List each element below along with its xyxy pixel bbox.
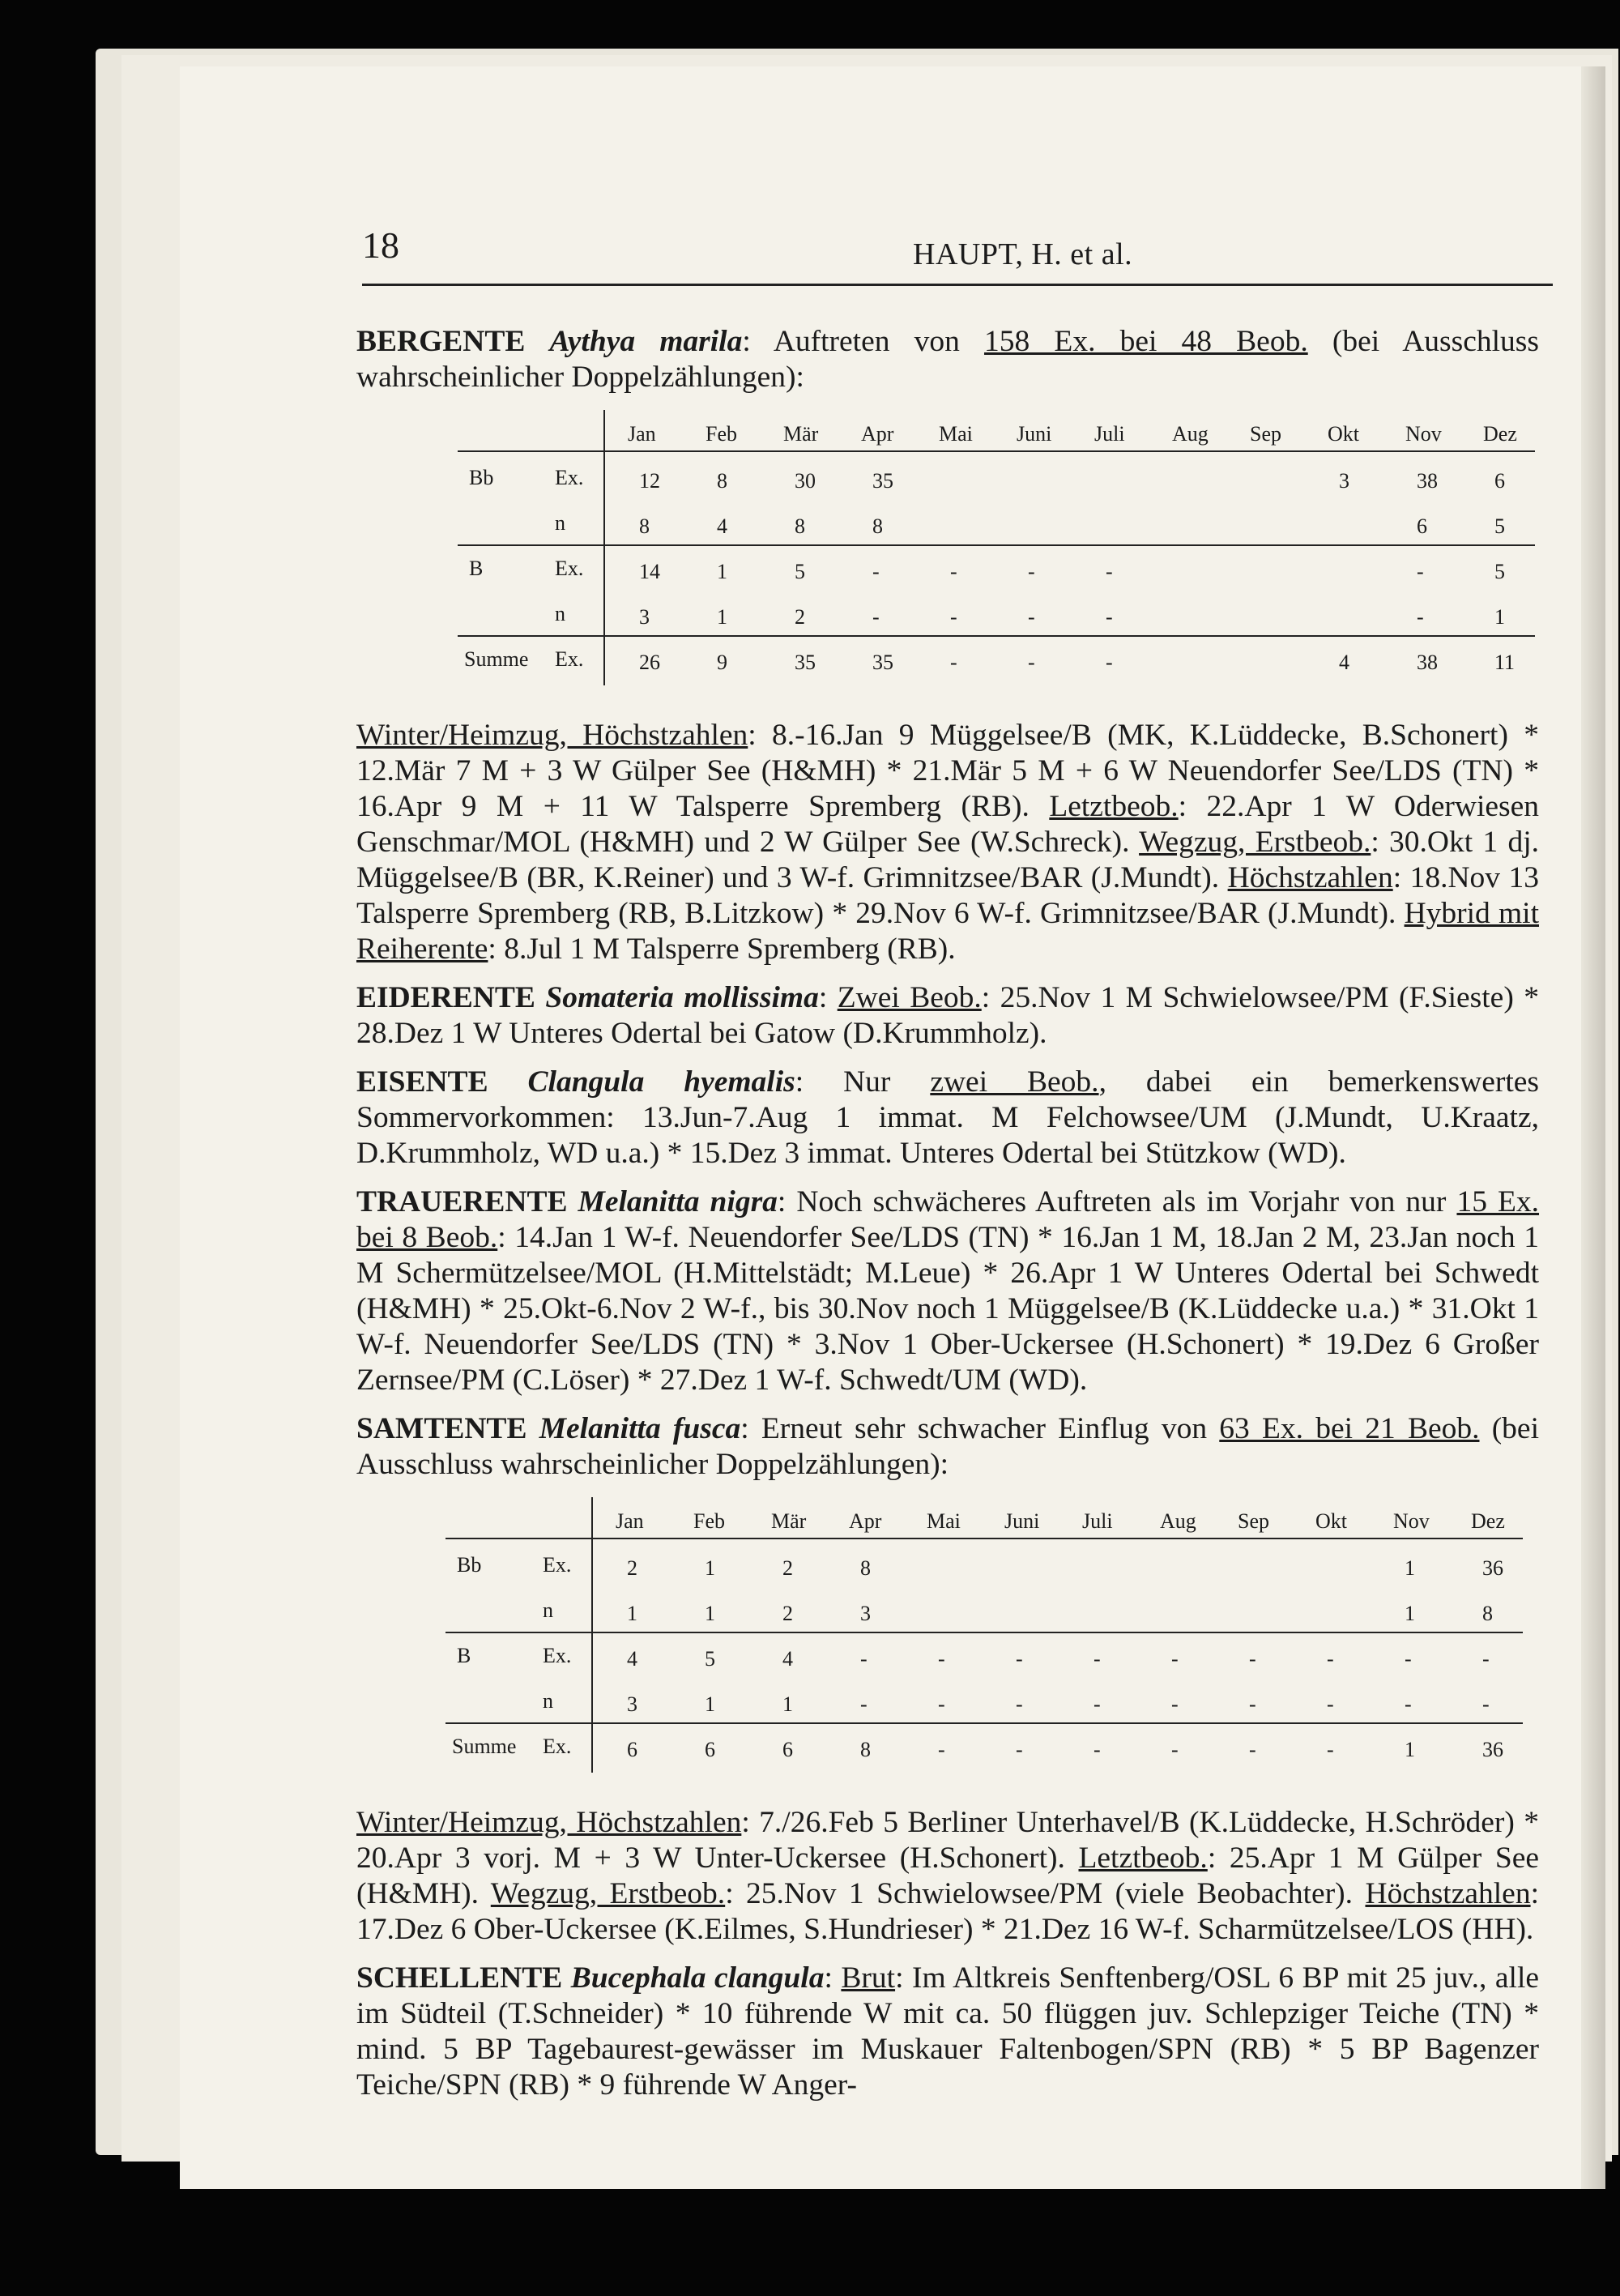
text: : Noch schwächeres Auftreten als im Vorjahr von nur bbox=[777, 1185, 1457, 1218]
bergente-table bbox=[458, 410, 1551, 702]
text: : 30.Okt 1 dj. Müggelsee/B (BR, K.Reiner) und 3 W-f. Grimnitzsee/BAR (J.Mundt). bbox=[356, 826, 1540, 894]
table-cell: 35 bbox=[872, 469, 893, 493]
text: : 18.Nov 13 Talsperre Spremberg (RB, B.Litzkow) * 29.Nov 6 W-f. Grimnitzsee/BAR (J.Mundt). bbox=[356, 861, 1540, 930]
table-mid-rule bbox=[446, 1632, 1523, 1633]
table-cell: 3 bbox=[639, 605, 650, 629]
section-schellente bbox=[356, 1961, 1539, 2103]
table-cell: 38 bbox=[1417, 651, 1438, 674]
species-name: SAMTENTE bbox=[356, 1412, 527, 1445]
table-cell: 9 bbox=[717, 651, 727, 674]
running-head: HAUPT, H. et al. bbox=[913, 237, 1133, 271]
month-header: Mär bbox=[771, 1509, 807, 1533]
underlined-text: Wegzug, Erstbeob. bbox=[490, 1877, 726, 1910]
table-cell: 1 bbox=[627, 1602, 637, 1625]
table-cell: 1 bbox=[705, 1556, 715, 1580]
table-cell: - bbox=[1028, 605, 1035, 629]
species-name: EISENTE bbox=[356, 1065, 488, 1099]
species-scientific: Melanitta fusca bbox=[539, 1412, 741, 1445]
page-edge-shadow bbox=[1581, 66, 1605, 2189]
table-cell: 8 bbox=[717, 469, 727, 493]
table-cell: 1 bbox=[717, 605, 727, 629]
month-header: Sep bbox=[1250, 422, 1281, 446]
month-header: Sep bbox=[1238, 1509, 1269, 1533]
table-cell: - bbox=[938, 1738, 945, 1761]
table-cell: 6 bbox=[1494, 469, 1505, 493]
month-header: Aug bbox=[1172, 422, 1209, 446]
table-cell: - bbox=[1028, 560, 1035, 583]
text: : 25.Nov 1 Schwielowsee/PM (viele Beobachter). bbox=[725, 1877, 1366, 1910]
text: : 7./26.Feb 5 Berliner Unterhavel/B (K.Lüddecke, H.Schröder) * 20.Apr 3 vorj. M + 3 W Unter-Uckersee (H.Schonert). bbox=[356, 1806, 1539, 1875]
table-cell: 5 bbox=[1494, 514, 1505, 538]
species-name: EIDERENTE bbox=[356, 981, 535, 1014]
table-cell: - bbox=[1417, 560, 1424, 583]
table-header-rule bbox=[446, 1538, 1523, 1539]
samtente-paragraph bbox=[356, 1805, 1539, 1948]
table-cell: 2 bbox=[795, 605, 805, 629]
row-group-label: Summe bbox=[452, 1735, 517, 1758]
table-cell: 1 bbox=[1405, 1738, 1415, 1761]
text: (bei Ausschluss wahrscheinlicher Doppelzählungen): bbox=[356, 325, 1539, 394]
underlined-text: Höchstzahlen bbox=[1365, 1877, 1531, 1910]
underlined-text: 63 Ex. bei 21 Beob. bbox=[1219, 1412, 1480, 1445]
month-header: Feb bbox=[693, 1509, 725, 1533]
table-cell: - bbox=[1028, 651, 1035, 674]
table-cell: 5 bbox=[1494, 560, 1505, 583]
row-group-label: Bb bbox=[469, 466, 494, 489]
page-number: 18 bbox=[362, 224, 399, 266]
table-cell: - bbox=[1016, 1647, 1023, 1671]
section-samtente bbox=[356, 1411, 1539, 1483]
table-cell: - bbox=[1327, 1692, 1334, 1716]
underlined-text: Letztbeob. bbox=[1049, 790, 1179, 823]
table-cell: - bbox=[1405, 1647, 1412, 1671]
month-header: Okt bbox=[1315, 1509, 1347, 1533]
text: (bei Ausschluss wahrscheinlicher Doppelzählungen): bbox=[356, 1412, 1539, 1481]
table-cell: - bbox=[938, 1647, 945, 1671]
table-cell: 4 bbox=[1339, 651, 1349, 674]
table-cell: - bbox=[1327, 1647, 1334, 1671]
row-type-label: Ex. bbox=[555, 647, 584, 671]
section-bergente bbox=[356, 324, 1539, 395]
table-cell: - bbox=[1417, 605, 1424, 629]
text: : 25.Apr 1 M Gülper See (H&MH). bbox=[356, 1841, 1539, 1910]
table-cell: 14 bbox=[639, 560, 660, 583]
text: , dabei ein bemerkenswertes Sommervorkommen: 13.Jun-7.Aug 1 immat. M Felchowsee/UM (J.Mundt, U.Kraatz, D.Krummholz, WD u.a.) * 15.Dez 3 immat. Unteres Odertal bei Stützkow (WD). bbox=[356, 1065, 1540, 1170]
month-header: Nov bbox=[1393, 1509, 1430, 1533]
month-header: Jan bbox=[616, 1509, 644, 1533]
section-eisente bbox=[356, 1065, 1539, 1171]
month-header: Juli bbox=[1094, 422, 1125, 446]
table-cell: 1 bbox=[717, 560, 727, 583]
table-cell: 3 bbox=[860, 1602, 871, 1625]
row-type-label: n bbox=[543, 1689, 553, 1713]
table-cell: 38 bbox=[1417, 469, 1438, 493]
samtente-table bbox=[446, 1497, 1539, 1789]
table-cell: - bbox=[1094, 1738, 1101, 1761]
text: : Erneut sehr schwacher Einflug von bbox=[740, 1412, 1220, 1445]
table-cell: 30 bbox=[795, 469, 816, 493]
month-header: Nov bbox=[1405, 422, 1442, 446]
table-cell: - bbox=[1327, 1738, 1334, 1761]
table-cell: 8 bbox=[1482, 1602, 1493, 1625]
table-cell: 36 bbox=[1482, 1738, 1503, 1761]
row-type-label: Ex. bbox=[555, 557, 584, 580]
page-header bbox=[362, 219, 1553, 286]
text: : bbox=[824, 1961, 842, 1995]
underlined-text: Höchstzahlen bbox=[1227, 861, 1393, 894]
table-cell: 8 bbox=[795, 514, 805, 538]
table-cell: - bbox=[860, 1692, 868, 1716]
table-cell: 6 bbox=[782, 1738, 793, 1761]
table-sum-rule bbox=[458, 635, 1535, 637]
table-cell: 6 bbox=[1417, 514, 1427, 538]
table-cell: - bbox=[1094, 1647, 1101, 1671]
species-scientific: Clangula hyemalis bbox=[527, 1065, 795, 1099]
row-group-label: B bbox=[457, 1644, 471, 1667]
underlined-text: Zwei Beob. bbox=[837, 981, 982, 1014]
table-cell: - bbox=[950, 560, 957, 583]
species-name: SCHELLENTE bbox=[356, 1961, 563, 1995]
underlined-text: 15 Ex. bei 8 Beob. bbox=[356, 1185, 1540, 1254]
month-header: Apr bbox=[849, 1509, 882, 1533]
text: : 8.Jul 1 M Talsperre Spremberg (RB). bbox=[488, 932, 956, 966]
table-cell: - bbox=[1482, 1692, 1490, 1716]
table-cell: - bbox=[860, 1647, 868, 1671]
month-header: Mär bbox=[783, 422, 819, 446]
text: : 22.Apr 1 W Oderwiesen Genschmar/MOL (H&MH) und 2 W Gülper See (W.Schreck). bbox=[356, 790, 1539, 859]
row-group-label: Bb bbox=[457, 1553, 482, 1577]
table-cell: 6 bbox=[627, 1738, 637, 1761]
underlined-text: Letztbeob. bbox=[1078, 1841, 1208, 1875]
table-cell: 8 bbox=[872, 514, 883, 538]
month-header: Mai bbox=[927, 1509, 961, 1533]
month-header: Juni bbox=[1017, 422, 1052, 446]
table-cell: - bbox=[950, 651, 957, 674]
row-type-label: Ex. bbox=[555, 466, 584, 489]
month-header: Dez bbox=[1483, 422, 1517, 446]
section-eiderente bbox=[356, 980, 1539, 1052]
table-cell: - bbox=[1249, 1738, 1256, 1761]
table-cell: 26 bbox=[639, 651, 660, 674]
page-body bbox=[356, 324, 1539, 2116]
row-type-label: n bbox=[555, 602, 565, 625]
table-cell: 4 bbox=[627, 1647, 637, 1671]
species-scientific: Melanitta nigra bbox=[578, 1185, 778, 1218]
month-header: Juli bbox=[1082, 1509, 1113, 1533]
underlined-text: Brut bbox=[841, 1961, 896, 1995]
text: : bbox=[818, 981, 838, 1014]
table-cell: 5 bbox=[795, 560, 805, 583]
table-cell: - bbox=[1171, 1738, 1179, 1761]
underlined-text: Winter/Heimzug, Höchstzahlen bbox=[356, 1806, 742, 1839]
table-cell: 1 bbox=[1494, 605, 1505, 629]
species-name: TRAUERENTE bbox=[356, 1185, 568, 1218]
underlined-text: 158 Ex. bei 48 Beob. bbox=[984, 325, 1308, 358]
table-cell: 1 bbox=[1405, 1556, 1415, 1580]
table-cell: - bbox=[1249, 1692, 1256, 1716]
table-cell: 36 bbox=[1482, 1556, 1503, 1580]
table-cell: 35 bbox=[872, 651, 893, 674]
row-type-label: Ex. bbox=[543, 1644, 572, 1667]
text: : 8.-16.Jan 9 Müggelsee/B (MK, K.Lüddecke, B.Schonert) * 12.Mär 7 M + 3 W Gülper See (H&MH) * 21.Mär 5 M + 6 W Neuendorfer See/LDS (TN) * 16.Apr 9 M + 11 W Talsperre Spremberg (RB). bbox=[356, 719, 1540, 823]
bergente-paragraph bbox=[356, 718, 1539, 967]
underlined-text: zwei Beob. bbox=[930, 1065, 1099, 1099]
species-scientific: Somateria mollissima bbox=[545, 981, 819, 1014]
table-cell: 4 bbox=[717, 514, 727, 538]
table-cell: 12 bbox=[639, 469, 660, 493]
table-cell: 2 bbox=[627, 1556, 637, 1580]
row-type-label: Ex. bbox=[543, 1553, 572, 1577]
table-cell: 1 bbox=[782, 1692, 793, 1716]
row-type-label: n bbox=[543, 1598, 553, 1622]
month-header: Jan bbox=[628, 422, 656, 446]
species-scientific: Aythya marila bbox=[549, 325, 743, 358]
row-type-label: n bbox=[555, 511, 565, 535]
month-header: Juni bbox=[1004, 1509, 1040, 1533]
underlined-text: Wegzug, Erstbeob. bbox=[1139, 826, 1371, 859]
table-cell: - bbox=[1106, 651, 1113, 674]
table-cell: - bbox=[1249, 1647, 1256, 1671]
table-sum-rule bbox=[446, 1722, 1523, 1724]
table-cell: 3 bbox=[627, 1692, 637, 1716]
table-cell: 8 bbox=[860, 1556, 871, 1580]
table-mid-rule bbox=[458, 544, 1535, 546]
table-cell: - bbox=[1094, 1692, 1101, 1716]
text: : 17.Dez 6 Ober-Uckersee (K.Eilmes, S.Hundrieser) * 21.Dez 16 W-f. Scharmützelsee/LOS (HH). bbox=[356, 1877, 1539, 1946]
month-header: Aug bbox=[1160, 1509, 1196, 1533]
table-cell: 35 bbox=[795, 651, 816, 674]
table-cell: 8 bbox=[639, 514, 650, 538]
table-cell: - bbox=[1171, 1647, 1179, 1671]
row-group-label: Summe bbox=[464, 647, 529, 671]
table-cell: - bbox=[1016, 1692, 1023, 1716]
text: : 25.Nov 1 M Schwielowsee/PM (F.Sieste) * 28.Dez 1 W Unteres Odertal bei Gatow (D.Krummholz). bbox=[356, 981, 1539, 1050]
table-cell: 2 bbox=[782, 1556, 793, 1580]
text: : Im Altkreis Senftenberg/OSL 6 BP mit 25 juv., alle im Südteil (T.Schneider) * 10 führende W mit ca. 50 flüggen juv. Schlepziger Teiche (TN) * mind. 5 BP Tagebaurest-gewässer im Muskauer Faltenbogen/SPN (RB) * 5 BP Bagenzer Teiche/SPN (RB) * 9 führende W Anger- bbox=[356, 1961, 1540, 2102]
row-group-label: B bbox=[469, 557, 484, 580]
table-cell: - bbox=[1482, 1647, 1490, 1671]
table-cell: - bbox=[872, 605, 880, 629]
text: : 14.Jan 1 W-f. Neuendorfer See/LDS (TN) * 16.Jan 1 M, 18.Jan 2 M, 23.Jan noch 1 M Schermützelsee/MOL (H.Mittelstädt; M.Leue) * 26.Apr 1 W Unteres Odertal bei Schwedt (H&MH) * 25.Okt-6.Nov 2 W-f., bis 30.Nov noch 1 Müggelsee/B (K.Lüddecke u.a.) * 31.Okt 1 W-f. Neuendorfer See/LDS (TN) * 3.Nov 1 Ober-Uckersee (H.Schonert) * 19.Dez 6 Großer Zernsee/PM (C.Löser) * 27.Dez 1 W-f. Schwedt/UM (WD). bbox=[356, 1221, 1539, 1397]
text: : Nur bbox=[795, 1065, 931, 1099]
table-cell: - bbox=[1106, 560, 1113, 583]
table-cell: 2 bbox=[782, 1602, 793, 1625]
month-header: Mai bbox=[939, 422, 973, 446]
table-header-rule bbox=[458, 450, 1535, 452]
species-name: BERGENTE bbox=[356, 325, 526, 358]
table-cell: 1 bbox=[705, 1692, 715, 1716]
month-header: Okt bbox=[1328, 422, 1359, 446]
month-header: Feb bbox=[706, 422, 737, 446]
table-cell: 6 bbox=[705, 1738, 715, 1761]
month-header: Dez bbox=[1471, 1509, 1505, 1533]
row-type-label: Ex. bbox=[543, 1735, 572, 1758]
table-cell: 1 bbox=[705, 1602, 715, 1625]
table-cell: 8 bbox=[860, 1738, 871, 1761]
table-cell: 5 bbox=[705, 1647, 715, 1671]
text: : Auftreten von bbox=[742, 325, 985, 358]
table-cell: - bbox=[1106, 605, 1113, 629]
table-cell: 3 bbox=[1339, 469, 1349, 493]
underlined-text: Winter/Heimzug, Höchstzahlen bbox=[356, 719, 748, 752]
table-cell: 11 bbox=[1494, 651, 1516, 674]
table-cell: - bbox=[938, 1692, 945, 1716]
table-cell: - bbox=[950, 605, 957, 629]
month-header: Apr bbox=[861, 422, 894, 446]
table-cell: - bbox=[1405, 1692, 1412, 1716]
species-scientific: Bucephala clangula bbox=[570, 1961, 825, 1995]
table-cell: - bbox=[1171, 1692, 1179, 1716]
underlined-text: Hybrid mit Reiherente bbox=[356, 897, 1539, 966]
table-cell: - bbox=[872, 560, 880, 583]
table-cell: 4 bbox=[782, 1647, 793, 1671]
section-trauerente bbox=[356, 1184, 1539, 1398]
table-cell: 1 bbox=[1405, 1602, 1415, 1625]
table-cell: - bbox=[1016, 1738, 1023, 1761]
